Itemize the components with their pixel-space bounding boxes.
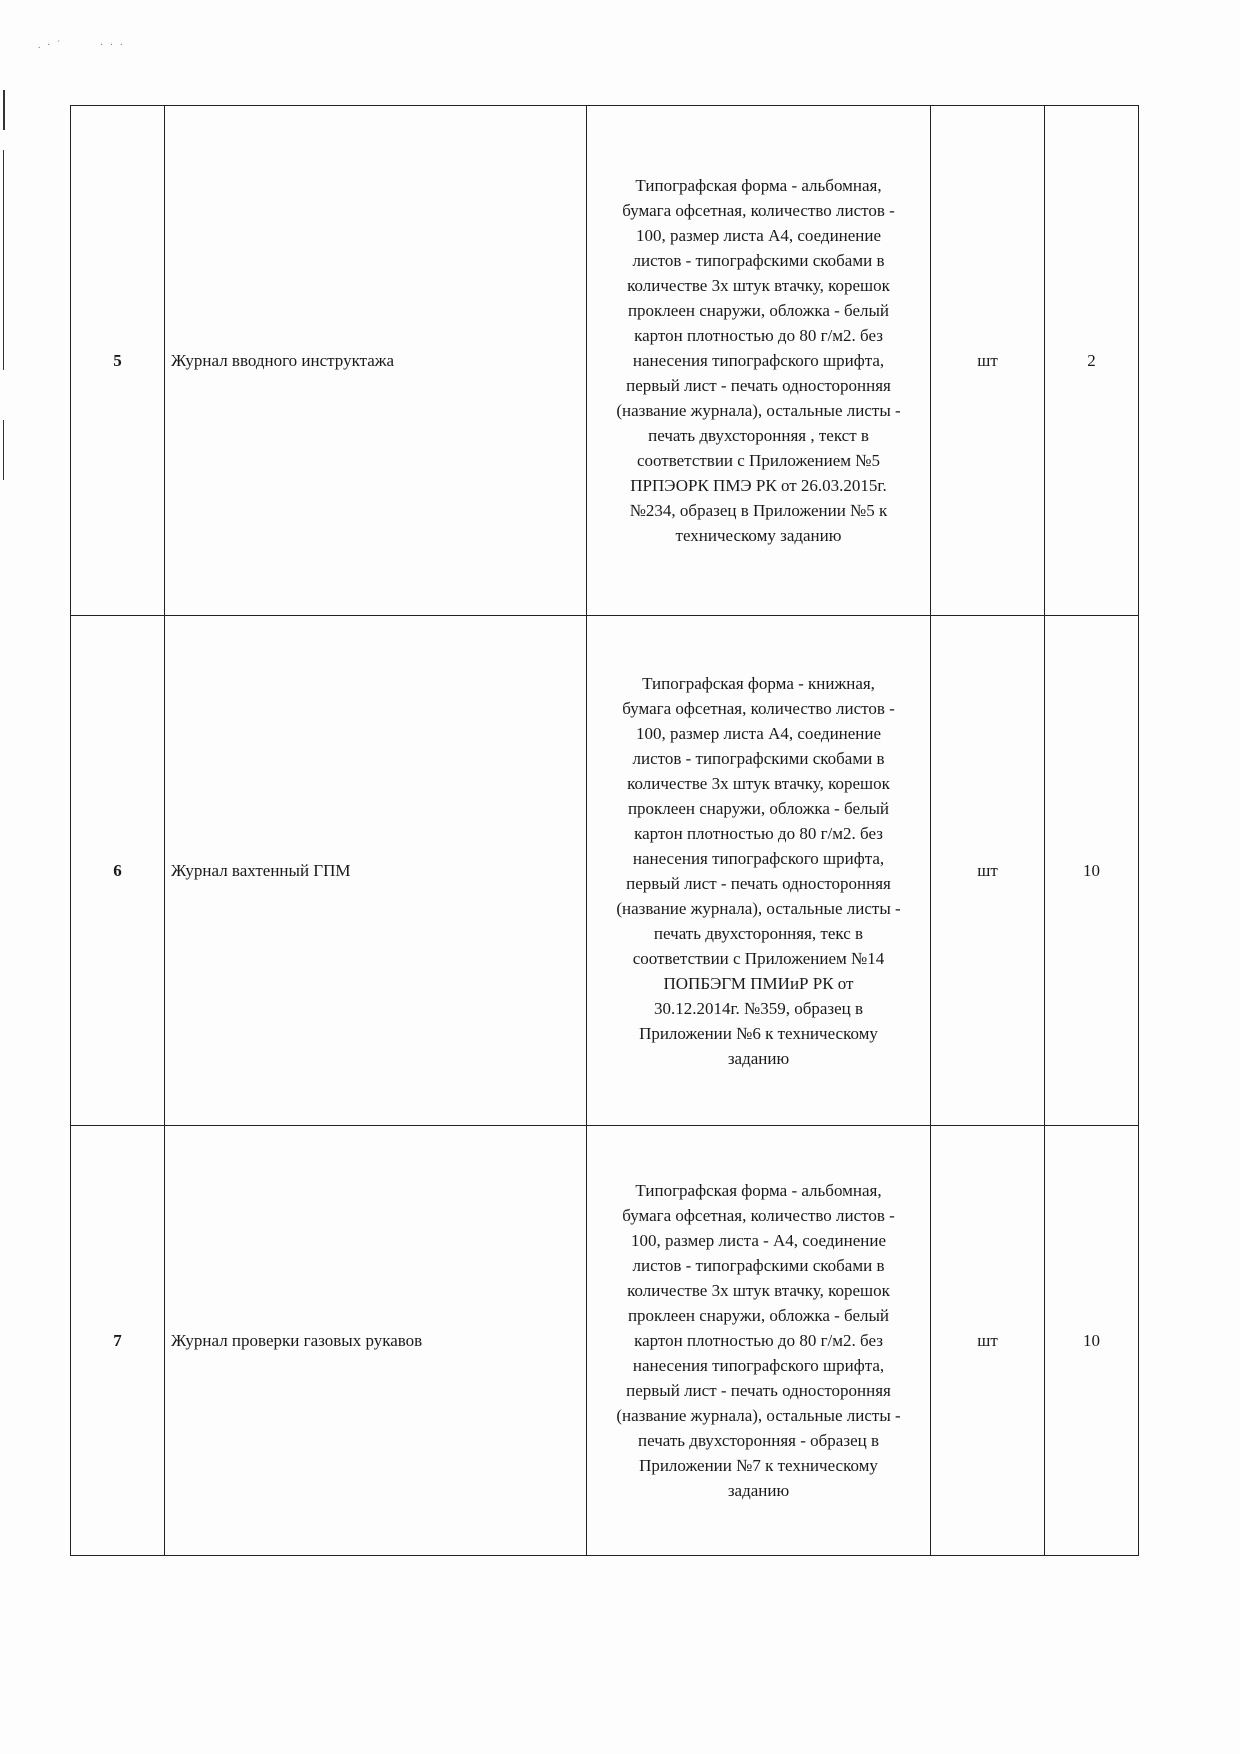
item-quantity: 2 [1045, 106, 1139, 616]
scan-edge-mark [3, 150, 4, 370]
item-unit: шт [931, 106, 1045, 616]
specification-table [70, 105, 1139, 1556]
item-quantity: 10 [1045, 1126, 1139, 1556]
item-description-text: Типографская форма - альбомная, бумага офсетная, количество листов - 100, размер листа - А4, соединение листов - типографскими скобами в количестве 3х штук втачку, корешок проклеен снаружи, обложка - белый картон плотностью до 80 г/м2. без нанесения типографского шрифта, первый лист - печать односторонняя (название журнала), остальные листы - печать двухсторонняя - образец в Приложении №7 к техническому заданию [616, 1181, 901, 1500]
item-name: Журнал проверки газовых рукавов [165, 1126, 587, 1556]
table-row [71, 106, 1139, 616]
scan-artifact: · · · [100, 40, 125, 51]
item-description [587, 1126, 931, 1556]
scan-edge-mark [3, 420, 4, 480]
item-name: Журнал вахтенный ГПМ [165, 616, 587, 1126]
item-description-text: Типографская форма - альбомная, бумага офсетная, количество листов - 100, размер листа А4, соединение листов - типографскими скобами в количестве 3х штук втачку, корешок проклеен снаружи, обложка - белый картон плотностью до 80 г/м2. без нанесения типографского шрифта, первый лист - печать односторонняя (название журнала), остальные листы - печать двухсторонняя , текст в соответствии с Приложением №5 ПРПЭОРК ПМЭ РК от 26.03.2015г. №234, образец в Приложении №5 к техническому заданию [616, 176, 901, 545]
item-name: Журнал вводного инструктажа [165, 106, 587, 616]
row-number: 7 [71, 1126, 165, 1556]
item-unit: шт [931, 616, 1045, 1126]
row-number: 6 [71, 616, 165, 1126]
item-description [587, 616, 931, 1126]
item-description [587, 106, 931, 616]
item-description-text: Типографская форма - книжная, бумага офсетная, количество листов - 100, размер листа А4, соединение листов - типографскими скобами в количестве 3х штук втачку, корешок проклеен снаружи, обложка - белый картон плотностью до 80 г/м2. без нанесения типографского шрифта, первый лист - печать односторонняя (название журнала), остальные листы - печать двухсторонняя, текс в соответствии с Приложением №14 ПОПБЭГМ ПМИиР РК от 30.12.2014г. №359, образец в Приложении №6 к техническому заданию [616, 673, 901, 1068]
row-number: 5 [71, 106, 165, 616]
scan-artifact: . · ´ [38, 40, 63, 51]
item-unit: шт [931, 1126, 1045, 1556]
item-quantity: 10 [1045, 616, 1139, 1126]
scan-edge-mark [3, 90, 5, 130]
table-row [71, 616, 1139, 1126]
table-row [71, 1126, 1139, 1556]
